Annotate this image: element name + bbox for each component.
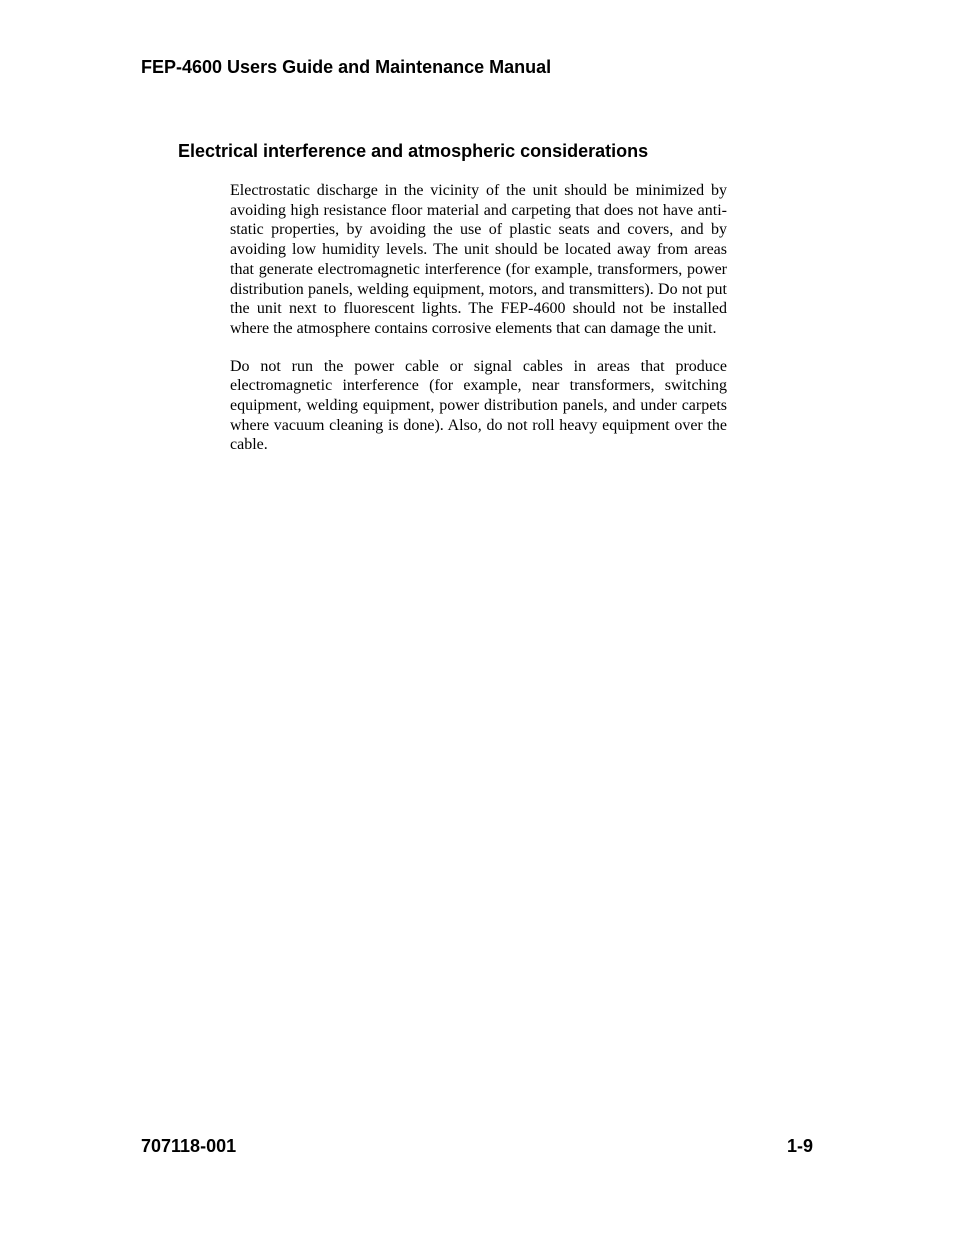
section-body bbox=[230, 181, 727, 473]
footer-document-number: 707118-001 bbox=[141, 1136, 237, 1156]
body-paragraph-2: Do not run the power cable or signal cables in areas that produce electromagnetic interference (for example, near transformers, switching equipment, welding equipment, power distribution panels, and under carpets where vacuum cleaning is done). Also, do not roll heavy equipment over the cable. bbox=[230, 357, 727, 454]
body-paragraph-1: Electrostatic discharge in the vicinity of the unit should be minimized by avoiding high resistance floor material and carpeting that does not have anti-static properties, by avoiding the use of plastic seats and covers, and by avoiding low humidity levels. The unit should be located away from areas that generate electromagnetic interference (for example, transformers, power distribution panels, welding equipment, motors, and transmitters). Do not put the unit next to fluorescent lights. The FEP-4600 should not be installed where the atmosphere contains corrosive elements that can damage the unit. bbox=[230, 182, 727, 337]
footer-page-number: 1-9 bbox=[786, 1136, 813, 1156]
section-heading: Electrical interference and atmospheric considerations bbox=[178, 141, 649, 161]
page-header-title: FEP-4600 Users Guide and Maintenance Manual bbox=[141, 57, 552, 77]
